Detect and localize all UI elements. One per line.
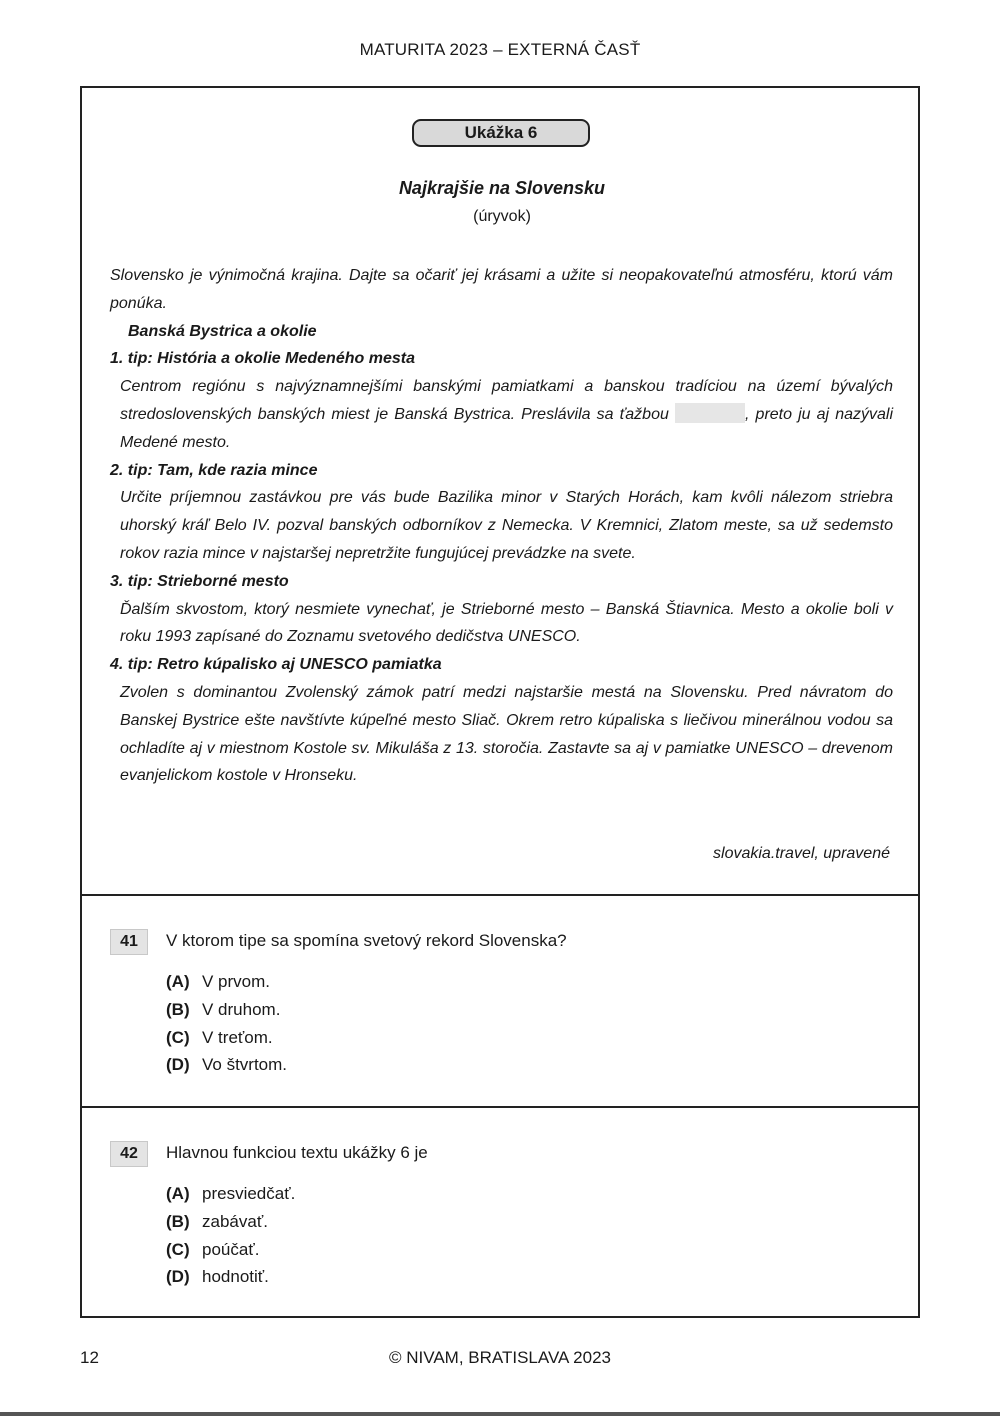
region-heading: Banská Bystrica a okolie [128,322,317,340]
question-text: V ktorom tipe sa spomína svetový rekord Slovenska? [166,931,567,950]
answer-option-b[interactable]: (B) V druhom. [166,999,281,1019]
tip-text: Určite príjemnou zastávkou pre vás bude Bazilika minor v Starých Horách, kam kvôli nálezom striebra uhorský kráľ Belo IV. pozval banských odborníkov z Nemecka. V Kremnici, Zlatom meste, sa už sedemsto rokov razia mince v najstaršej nepretržite fungujúcej prevádzke na svete. [120,489,893,562]
tip-text-after: , preto ju aj nazývali Medené mesto. [120,405,894,451]
answer-option-d[interactable]: (D) Vo štvrtom. [166,1055,288,1075]
answer-option-a[interactable]: (A) V prvom. [166,972,271,991]
answer-options [166,1180,295,1291]
sample-text [110,262,893,790]
sample-section [82,88,918,896]
sample-title: Najkrajšie na Slovensku [398,178,606,198]
sample-label: Ukážka 6 [412,119,590,147]
answer-option-a[interactable]: (A) presviedčať. [166,1184,296,1203]
tip-heading: 1. tip: História a okolie Medeného mesta [110,350,415,368]
page-number: 12 [80,1348,99,1367]
answer-option-d[interactable]: (D) hodnotiť. [166,1267,269,1287]
copyright: © NIVAM, BRATISLAVA 2023 [389,1348,611,1367]
tip-text [110,373,893,456]
answer-blank [675,403,745,423]
tip-text: Zvolen s dominantou Zvolenský zámok patrí medzi najstaršie mestá na Slovensku. Pred návratom do Banskej Bystrice ešte navštívte kúpeľné mesto Sliač. Okrem retro kúpaliska s liečivou minerálnou vodou sa ochladíte aj v miestnom Kostole sv. Mikuláša z 13. storočia. Zastavte sa aj v pamiatke UNESCO – drevenom evanjelickom kostole v Hronseku. [120,683,893,785]
tip-heading: 3. tip: Strieborné mesto [110,572,289,590]
question-number: 41 [110,929,148,955]
exam-frame [80,86,920,1318]
page-bottom-edge [0,1412,1000,1416]
intro-paragraph: Slovensko je výnimočná krajina. Dajte sa očariť jej krásami a užite si neopakovateľnú atmosféru, ktorú vám ponúka. [110,267,893,312]
answer-option-c[interactable]: (C) poúčať. [166,1239,260,1259]
answer-option-b[interactable]: (B) zabávať. [166,1211,268,1231]
question-text: Hlavnou funkciou textu ukážky 6 je [166,1143,428,1162]
question-41 [82,896,918,1108]
question-42 [82,1108,918,1316]
page-header: MATURITA 2023 – EXTERNÁ ČASŤ [359,40,641,59]
answer-options [166,968,287,1079]
tip-text: Ďalším skvostom, ktorý nesmiete vynechať, je Strieborné mesto – Banská Štiavnica. Mesto a okolie boli v roku 1993 zapísané do Zoznamu svetového dedičstva UNESCO. [120,600,893,646]
source-citation: slovakia.travel, upravené [713,845,890,862]
tip-heading: 2. tip: Tam, kde razia mince [110,461,318,479]
tip-text-before: Centrom regiónu s najvýznamnejšími banskými pamiatkami a banskou tradíciou na území bývalých stredoslovenských banských miest je Banská Bystrica. Preslávila sa ťažbou [120,378,893,423]
sample-subtitle: (úryvok) [473,208,531,225]
answer-option-c[interactable]: (C) V treťom. [166,1027,273,1047]
tip-heading: 4. tip: Retro kúpalisko aj UNESCO pamiatka [110,656,442,674]
question-number: 42 [110,1141,148,1167]
